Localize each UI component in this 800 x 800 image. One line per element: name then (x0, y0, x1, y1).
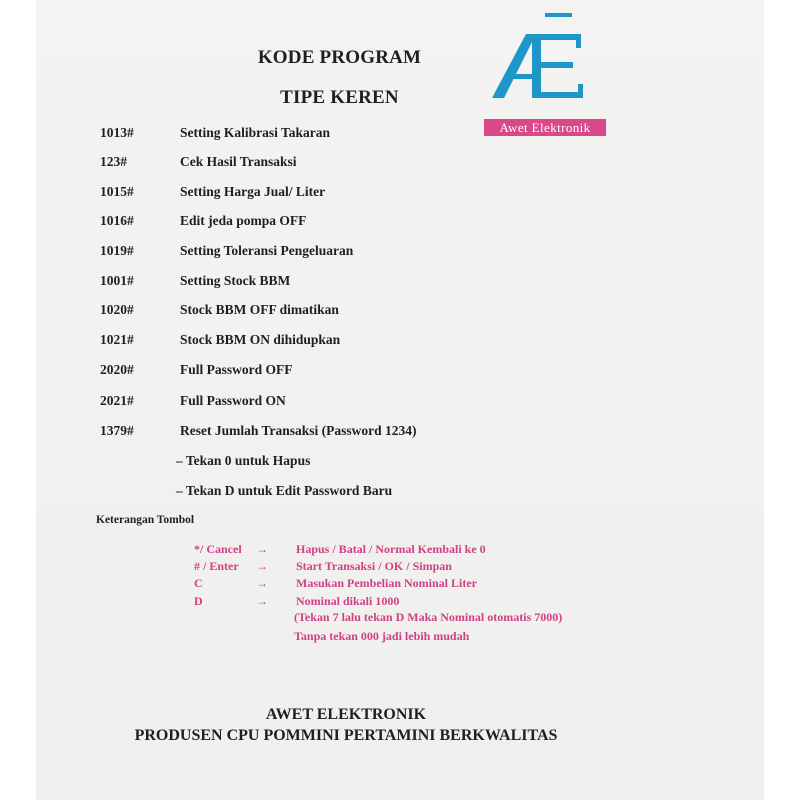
key-meaning: Hapus / Batal / Normal Kembali ke 0 (296, 542, 486, 556)
key-label: # / Enter (194, 559, 239, 573)
code-value: 2020# (100, 362, 134, 377)
code-description: Cek Hasil Transaksi (180, 154, 297, 169)
code-value: 1016# (100, 213, 134, 228)
document-title: KODE PROGRAM (257, 47, 422, 68)
arrow-right-icon: → (256, 542, 268, 556)
arrow-right-icon: → (256, 559, 268, 573)
sub-item: – Tekan 0 untuk Hapus (176, 453, 311, 468)
code-value: 123# (100, 154, 127, 169)
key-meaning: Nominal dikali 1000 (296, 594, 400, 608)
code-value: 1001# (100, 273, 134, 288)
arrow-right-icon: → (256, 576, 268, 590)
key-note: Tanpa tekan 000 jadi lebih mudah (294, 629, 470, 643)
key-label: D (194, 594, 203, 608)
code-description: Setting Stock BBM (180, 273, 291, 288)
code-value: 2021# (100, 393, 134, 408)
code-description: Full Password ON (180, 393, 286, 408)
footer-tagline: PRODUSEN CPU POMMINI PERTAMINI BERKWALITAS (134, 727, 558, 744)
key-meaning: Masukan Pembelian Nominal Liter (296, 576, 478, 590)
key-note: (Tekan 7 lalu tekan D Maka Nominal otomatis 7000) (294, 610, 563, 624)
code-value: 1020# (100, 302, 134, 317)
code-description: Reset Jumlah Transaksi (Password 1234) (180, 423, 417, 438)
document-subtitle: TIPE KEREN (280, 87, 399, 108)
key-meaning: Start Transaksi / OK / Simpan (296, 559, 452, 573)
code-description: Full Password OFF (180, 362, 293, 377)
code-description: Stock BBM OFF dimatikan (180, 302, 339, 317)
arrow-right-icon: → (256, 594, 268, 608)
code-value: 1015# (100, 184, 134, 199)
code-description: Setting Toleransi Pengeluaran (180, 243, 354, 258)
sub-item: – Tekan D untuk Edit Password Baru (176, 483, 393, 498)
code-description: Edit jeda pompa OFF (180, 213, 307, 228)
key-label: */ Cancel (194, 542, 242, 556)
code-value: 1021# (100, 332, 134, 347)
key-label: C (194, 576, 203, 590)
logo-caption: Awet Elektronik (484, 119, 606, 136)
footer-company: AWET ELEKTRONIK (265, 706, 427, 723)
code-description: Stock BBM ON dihidupkan (180, 332, 341, 347)
code-value: 1013# (100, 125, 134, 140)
section-title: Keterangan Tombol (96, 514, 195, 526)
document-page (36, 0, 764, 800)
code-value: 1379# (100, 423, 134, 438)
code-description: Setting Kalibrasi Takaran (180, 125, 331, 140)
code-value: 1019# (100, 243, 134, 258)
ae-logo-icon (488, 8, 608, 108)
code-description: Setting Harga Jual/ Liter (180, 184, 326, 199)
